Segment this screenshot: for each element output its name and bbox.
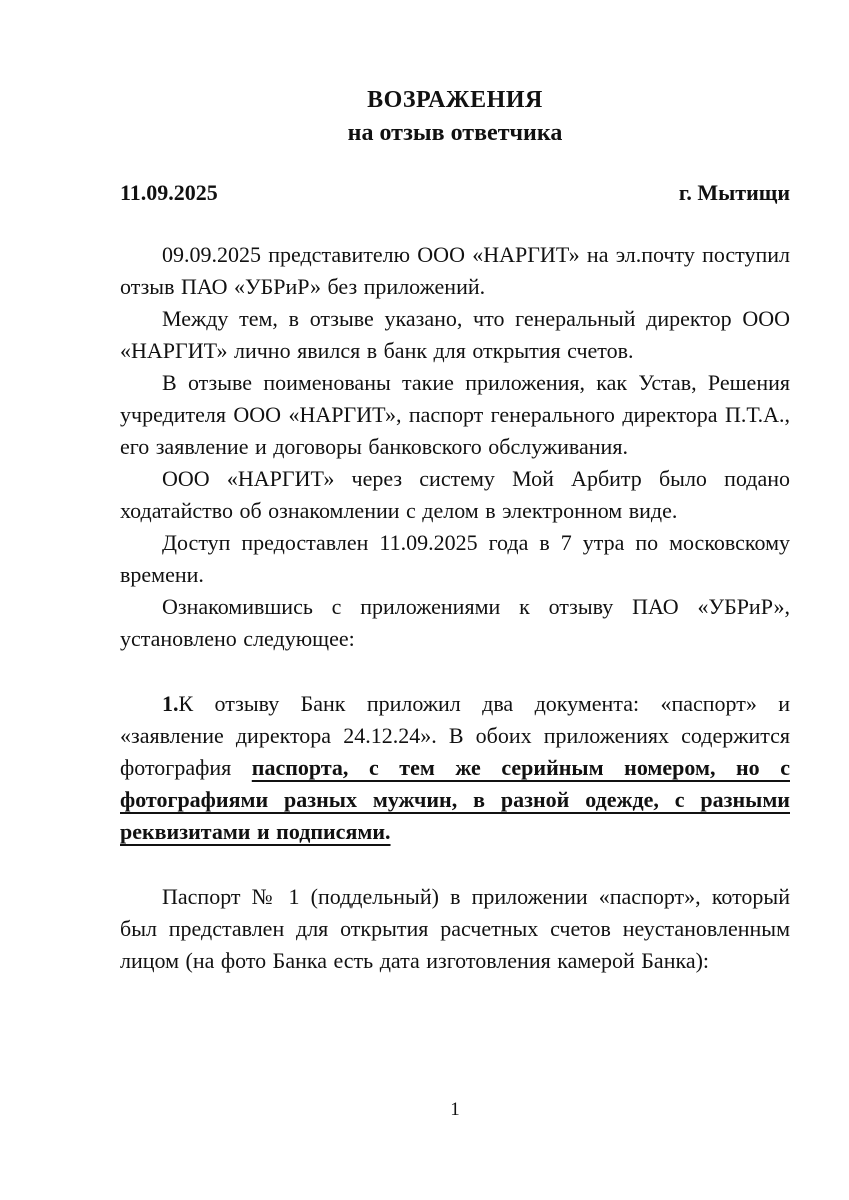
page-number: 1	[450, 1099, 460, 1120]
paragraph-moy-arbitr: ООО «НАРГИТ» через систему Мой Арбитр было подано ходатайство об ознакомлении с делом в электронном виде.	[120, 466, 790, 523]
dateline	[120, 177, 790, 209]
paragraph-emphasis: паспорта, с тем же серийным номером, но с фотографиями разных мужчин, в разной одежде, с разными реквизитами и подписями.	[120, 755, 790, 844]
paragraph-access-granted: Доступ предоставлен 11.09.2025 года в 7 утра по московскому времени.	[120, 530, 790, 587]
paragraph-attachments-list: В отзыве поименованы такие приложения, как Устав, Решения учредителя ООО «НАРГИТ», паспорт генерального директора П.Т.А., его заявление и договоры банковского обслуживания.	[120, 370, 790, 459]
document-city: г. Мытищи	[678, 180, 790, 205]
paragraph-number: 1.	[162, 691, 179, 716]
document-date: 11.09.2025	[120, 180, 218, 205]
closing-paragraph: Паспорт № 1 (поддельный) в приложении «паспорт», который был представлен для открытия расчетных счетов неустановленным лицом (на фото Банка есть дата изготовления камерой Банка):	[120, 884, 790, 973]
document-title: ВОЗРАЖЕНИЯ	[367, 87, 543, 113]
paragraph-email-response: 09.09.2025 представителю ООО «НАРГИТ» на эл.почту поступил отзыв ПАО «УБРиР» без приложений.	[120, 242, 790, 299]
numbered-paragraph	[120, 688, 790, 848]
paragraph-director-visit: Между тем, в отзыве указано, что генеральный директор ООО «НАРГИТ» лично явился в банк для открытия счетов.	[120, 306, 790, 363]
document-subtitle: на отзыв ответчика	[347, 120, 563, 146]
paragraph-lead: К отзыву Банк приложил два документа: «паспорт» и «заявление директора 24.12.24». В обоих приложениях содержится фотография	[120, 691, 790, 780]
paragraph-findings-intro: Ознакомившись с приложениями к отзыву ПАО «УБРиР», установлено следующее:	[120, 594, 790, 651]
